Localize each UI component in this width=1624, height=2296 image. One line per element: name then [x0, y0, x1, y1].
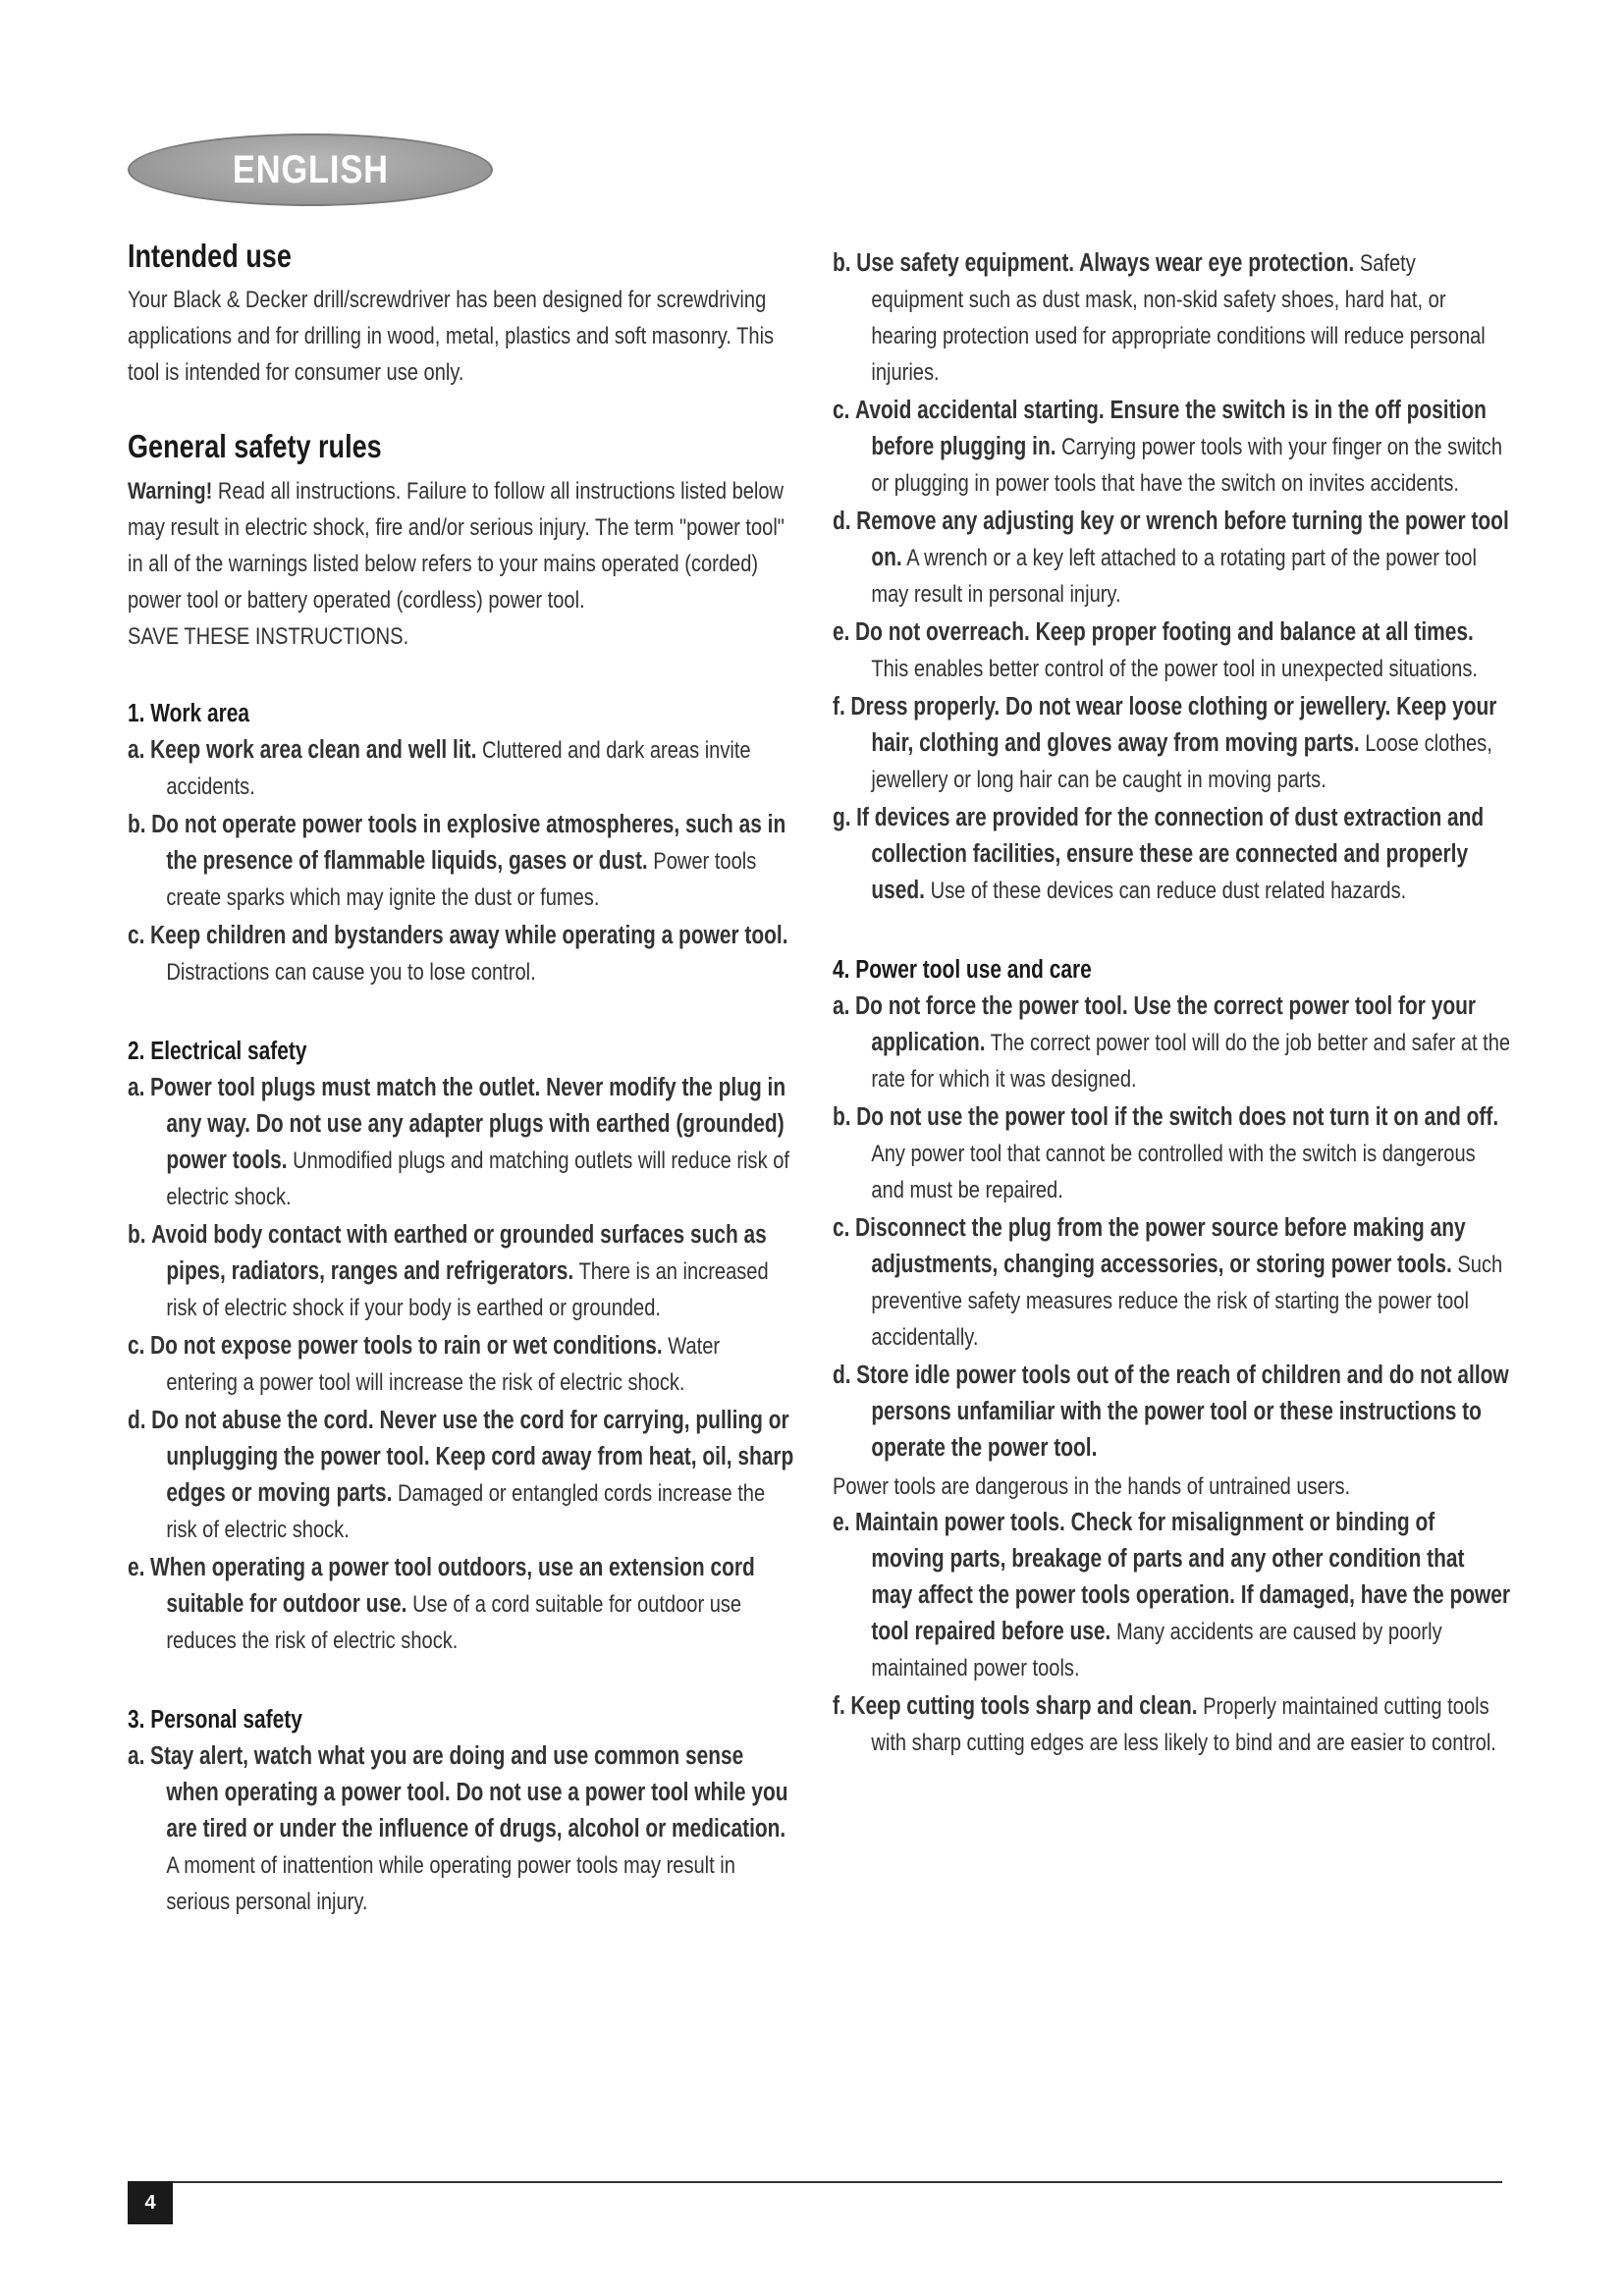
list-item: g. If devices are provided for the connection of dust extraction and collection facilities, ensure these are connected and properly used. Use of these devices can reduce dust related hazards.: [833, 804, 1485, 904]
footer-rule: [128, 2181, 1502, 2183]
warning-text: Read all instructions. Failure to follow all instructions listed below may result in electric shock, fire and/or serious injury. The term "power tool" in all of the warnings listed below refers to your mains operated (corded) power tool or battery operated (cordless) power tool.: [128, 477, 785, 614]
list-item: b. Do not operate power tools in explosive atmospheres, such as in the presence of flammable liquids, gases or dust. Power tools create sparks which may ignite the dust or fumes.: [128, 810, 786, 911]
list-item: a. Do not force the power tool. Use the correct power tool for your application. The correct power tool will do the job better and safer at the rate for which it was designed.: [833, 992, 1511, 1093]
section-title-personal: 3. Personal safety: [128, 1705, 302, 1734]
list-item: c. Avoid accidental starting. Ensure the switch is in the off position before plugging in. Carrying power tools with your finger on the switch or plugging in power tools that have the switch on invites accidents.: [833, 397, 1503, 497]
list-item: a. Keep work area clean and well lit. Cluttered and dark areas invite accidents.: [128, 735, 751, 800]
list-item: b. Do not use the power tool if the switch does not turn it on and off. Any power tool that cannot be controlled with the switch is dangerous and must be repaired.: [833, 1103, 1499, 1203]
section-title-work-area: 1. Work area: [128, 699, 249, 727]
list-item: b. Avoid body contact with earthed or grounded surfaces such as pipes, radiators, ranges and refrigerators. There is an increased risk of electric shock if your body is earthed or grounded.: [128, 1220, 769, 1321]
section-title-electrical: 2. Electrical safety: [128, 1037, 307, 1065]
list-item: c. Do not expose power tools to rain or wet conditions. Water entering a power tool will increase the risk of electric shock.: [128, 1331, 721, 1396]
list-item: d. Do not abuse the cord. Never use the cord for carrying, pulling or unplugging the power tool. Keep cord away from heat, oil, sharp edges or moving parts. Damaged or entangled cords increase the risk of electric shock.: [128, 1406, 794, 1543]
left-column: [128, 236, 795, 1922]
list-item: d. Remove any adjusting key or wrench before turning the power tool on. A wrench or a key left attached to a rotating part of the power tool may result in personal injury.: [833, 507, 1509, 608]
general-safety-warning: [128, 473, 795, 618]
right-column: [833, 236, 1510, 1763]
intended-use-heading: Intended use: [128, 238, 292, 274]
list-item: a. Stay alert, watch what you are doing and use common sense when operating a power tool. Do not use a power tool while you are tired or under the influence of drugs, alcohol or medication. A moment of inattention while operating power tools may result in serious personal injury.: [128, 1741, 788, 1915]
intended-use-text: Your Black & Decker drill/screwdriver has been designed for screwdriving applications and for drilling in wood, metal, plastics and soft masonry. This tool is intended for consumer use only.: [128, 287, 775, 387]
list-item: d. Store idle power tools out of the reach of children and do not allow persons unfamiliar with the power tool or these instructions to operate the power tool.: [833, 1362, 1509, 1462]
list-item: e. Maintain power tools. Check for misalignment or binding of moving parts, breakage of parts and any other condition that may affect the power tools operation. If damaged, have the power tool repaired before use. Many accidents are caused by poorly maintained power tools.: [833, 1509, 1511, 1682]
list-item: b. Use safety equipment. Always wear eye protection. Safety equipment such as dust mask, non-skid safety shoes, hard hat, or hearing protection used for appropriate conditions will reduce personal injuries.: [833, 249, 1486, 386]
list-item: e. When operating a power tool outdoors, use an extension cord suitable for outdoor use. Use of a cord suitable for outdoor use reduces the risk of electric shock.: [128, 1553, 755, 1654]
list-item: c. Keep children and bystanders away while operating a power tool. Distractions can cause you to lose control.: [128, 921, 788, 986]
list-item: e. Do not overreach. Keep proper footing and balance at all times. This enables better control of the power tool in unexpected situations.: [833, 618, 1478, 682]
section-title-power-tool-use: 4. Power tool use and care: [833, 956, 1092, 984]
language-tab: [128, 133, 493, 206]
page-number: 4: [128, 2181, 173, 2224]
list-item: f. Keep cutting tools sharp and clean. Properly maintained cutting tools with sharp cutting edges are less likely to bind and are easier to control.: [833, 1692, 1496, 1756]
save-instructions: SAVE THESE INSTRUCTIONS.: [128, 622, 409, 650]
list-item: a. Power tool plugs must match the outlet. Never modify the plug in any way. Do not use any adapter plugs with earthed (grounded) power tools. Unmodified plugs and matching outlets will reduce risk of electric shock.: [128, 1073, 789, 1210]
warning-label: Warning!: [128, 477, 213, 505]
list-item: f. Dress properly. Do not wear loose clothing or jewellery. Keep your hair, clothing and gloves away from moving parts. Loose clothes, jewellery or long hair can be caught in moving parts.: [833, 693, 1497, 793]
general-safety-heading: General safety rules: [128, 428, 382, 465]
store-idle-followup: Power tools are dangerous in the hands of untrained users.: [833, 1473, 1351, 1500]
list-item: c. Disconnect the plug from the power source before making any adjustments, changing accessories, or storing power tools. Such preventive safety measures reduce the risk of starting the power tool accidentally.: [833, 1214, 1503, 1351]
language-tab-label: ENGLISH: [232, 147, 389, 191]
